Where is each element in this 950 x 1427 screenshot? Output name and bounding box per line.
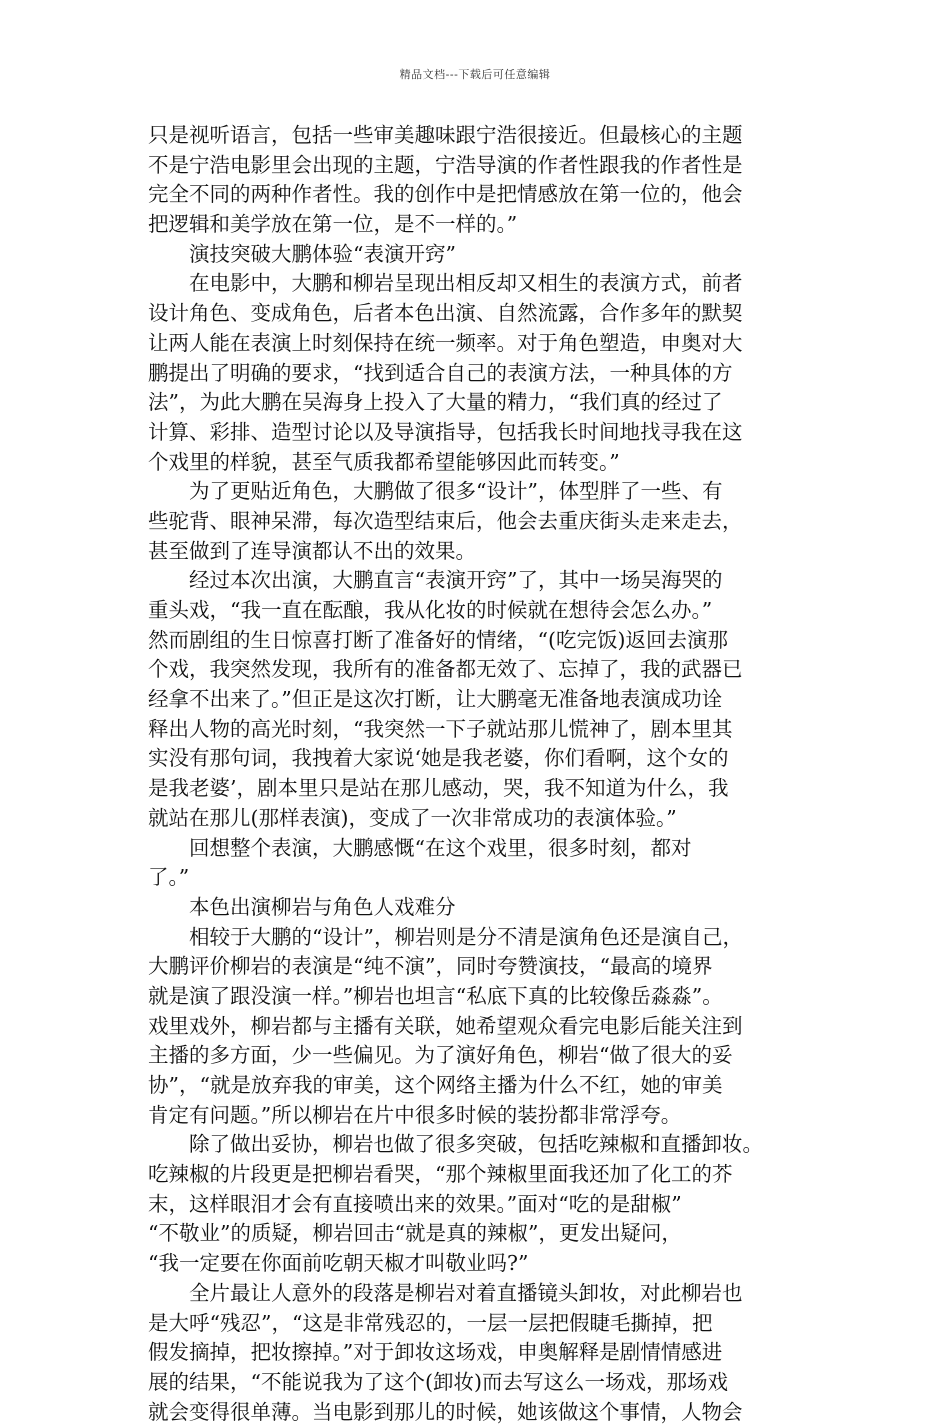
- text-line: 计算、彩排、造型讨论以及导演指导，包括我长时间地找寻我在这: [148, 419, 743, 444]
- text-line: 经过本次出演，大鹏直言“表演开窍”了，其中一场吴海哭的: [189, 568, 723, 593]
- text-line: 然而剧组的生日惊喜打断了准备好的情绪，“(吃完饭)返回去演那: [148, 627, 728, 652]
- text-line: 法”，为此大鹏在吴海身上投入了大量的精力，“我们真的经过了: [148, 390, 723, 415]
- text-line: 只是视听语言，包括一些审美趣味跟宁浩很接近。但最核心的主题: [148, 123, 743, 147]
- text-line: 演技突破大鹏体验“表演开窍”: [189, 241, 456, 266]
- text-line: 除了做出妥协，柳岩也做了很多突破，包括吃辣椒和直播卸妆。: [189, 1132, 763, 1157]
- text-line: 吃辣椒的片段更是把柳岩看哭，“那个辣椒里面我还加了化工的芥: [148, 1162, 733, 1187]
- text-line: 戏里戏外，柳岩都与主播有关联，她希望观众看完电影后能关注到: [148, 1013, 743, 1038]
- text-line: 回想整个表演，大鹏感慨“在这个戏里，很多时刻，都对: [189, 835, 692, 860]
- text-line: 就会变得很单薄。当电影到那儿的时候，她该做这个事情，人物会: [148, 1399, 743, 1424]
- text-line: 全片最让人意外的段落是柳岩对着直播镜头卸妆，对此柳岩也: [189, 1280, 743, 1305]
- text-line: 是大呼“残忍”，“这是非常残忍的，一层一层把假睫毛撕掉，把: [148, 1310, 713, 1335]
- text-line: 肯定有问题。”所以柳岩在片中很多时候的装扮都非常浮夸。: [148, 1102, 682, 1127]
- text-line: 把逻辑和美学放在第一位，是不一样的。”: [148, 212, 518, 237]
- document-body: [148, 121, 823, 1427]
- text-line: 个戏，我突然发现，我所有的准备都无效了、忘掉了，我的武器已: [148, 657, 743, 682]
- text-line: 就是演了跟没演一样。”柳岩也坦言“私底下真的比较像岳淼淼”。: [148, 983, 723, 1008]
- text-line: 假发摘掉，把妆擦掉。”对于卸妆这场戏，申奥解释是剧情情感进: [148, 1340, 723, 1365]
- text-line: 实没有那句词，我拽着大家说‘她是我老婆，你们看啊，这个女的: [148, 746, 729, 771]
- text-line: 释出人物的高光时刻，“我突然一下子就站那儿慌神了，剧本里其: [148, 716, 733, 741]
- text-line: 大鹏评价柳岩的表演是“纯不演”，同时夸赞演技，“最高的境界: [148, 954, 713, 979]
- text-line: 为了更贴近角色，大鹏做了很多“设计”，体型胖了一些、有: [189, 479, 723, 504]
- text-line: 是我老婆’，剧本里只是站在那儿感动，哭，我不知道为什么，我: [148, 776, 729, 801]
- text-line: 让两人能在表演上时刻保持在统一频率。对于角色塑造，申奥对大: [148, 330, 743, 355]
- text-line: “不敬业”的质疑，柳岩回击“就是真的辣椒”，更发出疑问，: [148, 1221, 682, 1246]
- text-line: 展的结果，“不能说我为了这个(卸妆)而去写这么一场戏，那场戏: [148, 1369, 728, 1394]
- text-line: 设计角色、变成角色，后者本色出演、自然流露，合作多年的默契: [148, 301, 743, 326]
- text-line: 甚至做到了连导演都认不出的效果。: [148, 538, 476, 563]
- text-line: 完全不同的两种作者性。我的创作中是把情感放在第一位的，他会: [148, 182, 743, 207]
- text-line: 不是宁浩电影里会出现的主题，宁浩导演的作者性跟我的作者性是: [148, 152, 743, 177]
- text-line: “我一定要在你面前吃朝天椒才叫敬业吗?”: [148, 1251, 529, 1276]
- text-line: 经拿不出来了。”但正是这次打断，让大鹏毫无准备地表演成功诠: [148, 687, 723, 712]
- text-line: 个戏里的样貌，甚至气质我都希望能够因此而转变。”: [148, 449, 620, 474]
- text-line: 了。”: [148, 865, 190, 890]
- text-line: 相较于大鹏的“设计”，柳岩则是分不清是演角色还是演自己，: [189, 924, 743, 949]
- text-line: 本色出演柳岩与角色人戏难分: [189, 894, 456, 919]
- text-line: 些驼背、眼神呆滞，每次造型结束后，他会去重庆街头走来走去，: [148, 508, 743, 533]
- text-line: 在电影中，大鹏和柳岩呈现出相反却又相生的表演方式，前者: [189, 271, 743, 296]
- text-line: 重头戏，“我一直在酝酿，我从化妆的时候就在想待会怎么办。”: [148, 598, 713, 622]
- text-line: 鹏提出了明确的要求，“找到适合自己的表演方法，一种具体的方: [148, 360, 733, 385]
- text-line: 主播的多方面，少一些偏见。为了演好角色，柳岩“做了很大的妥: [148, 1043, 733, 1068]
- text-line: 就站在那儿(那样表演)，变成了一次非常成功的表演体验。”: [148, 805, 677, 830]
- text-line: 协”，“就是放弃我的审美，这个网络主播为什么不红，她的审美: [148, 1073, 723, 1097]
- page-header: 精品文档---下载后可任意编辑: [399, 68, 551, 81]
- text-line: 末，这样眼泪才会有直接喷出来的效果。”面对“吃的是甜椒”: [148, 1191, 682, 1216]
